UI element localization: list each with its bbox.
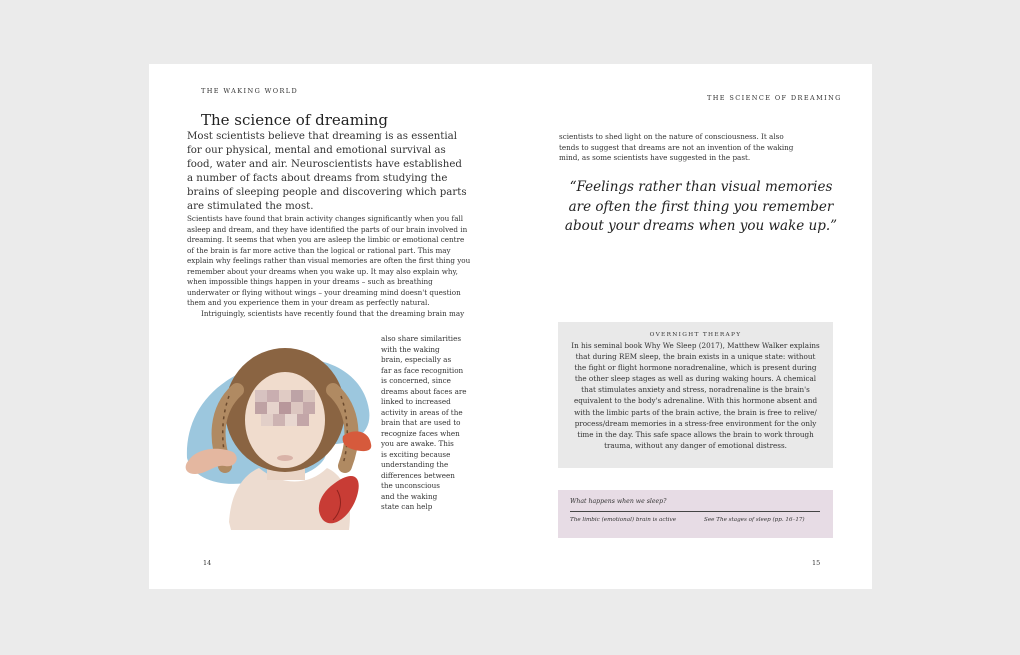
lips-shape <box>277 455 293 461</box>
sidebar-title: OVERNIGHT THERAPY <box>649 332 742 338</box>
info-box-left-cell: The limbic (emotional) brain is active <box>570 517 677 523</box>
collage-illustration <box>185 340 375 530</box>
pixelated-eyes-block <box>255 390 315 426</box>
body-paragraph-1: Scientists have found that brain activity changes significantly when you fall asleep and dream, and they have identified the parts of our brain involved in dreaming. It seems that when you are asleep the limbic or emotional centre of the brain is far more active than the logical or rational part. This may explain why feelings rather than visual memories are often the first thing you remember about your dreams when you wake up. It may also explain why, when impossible things happen in your dreams – such as breathing underwater or flying without wings – your dreaming mind doesn't question them and you experience them in your dream as perfectly natural. <box>187 214 471 307</box>
page-title: The science of dreaming <box>201 111 389 129</box>
sleep-info-box <box>558 490 833 538</box>
book-spread <box>149 64 872 589</box>
overnight-therapy-sidebar <box>558 322 833 468</box>
left-running-head: THE WAKING WORLD <box>201 87 299 95</box>
sidebar-body: In his seminal book Why We Sleep (2017), Matthew Walker explains that during REM sleep, the brain exists in a unique state: without the fight or flight hormone noradrenaline, which is present during the other sleep stages as well as during waking hours. A chemical that stimulates anxiety and stress, noradrenaline is the brain's equivalent to the body's adrenaline. With this hormone absent and with the limbic parts of the brain active, the brain is free to relive/ process/dream memories in a stress-free environment for the only time in the day. This safe space allows the brain to work through trauma, without any danger of emotional distress. <box>571 341 820 450</box>
continued-text: scientists to shed light on the nature of consciousness. It also tends to suggest that dreams are not an invention of the waking mind, as some scientists have suggested in the past. <box>559 132 794 162</box>
info-box-right-cell: See The stages of sleep (pp. 16–17) <box>704 517 805 523</box>
right-page-number: 15 <box>812 559 821 567</box>
wrapped-text-column: also share similarities with the waking brain, especially as far as face recognition is concerned, since dreams about faces are linked to increased activity in areas of the brain that are used to recognize faces when you are awake. This is exciting because understanding the differences between the unconscious and the waking state can help <box>381 334 467 511</box>
body-paragraph-2-start: Intriguingly, scientists have recently found that the dreaming brain may <box>201 308 465 318</box>
info-box-divider <box>570 511 820 512</box>
pull-quote: “Feelings rather than visual memories are often the first thing you remember about your dreams when you wake up.” <box>564 179 838 234</box>
intro-paragraph: Most scientists believe that dreaming is as essential for our physical, mental and emotional survival as food, water and air. Neuroscientists have established a number of facts about dreams from studying the brains of sleeping people and discovering which parts are stimulated the most. <box>187 131 467 212</box>
right-running-head: THE SCIENCE OF DREAMING <box>707 94 842 102</box>
info-box-title: What happens when we sleep? <box>570 498 667 505</box>
left-page-number: 14 <box>203 559 212 567</box>
body-text <box>187 214 471 319</box>
